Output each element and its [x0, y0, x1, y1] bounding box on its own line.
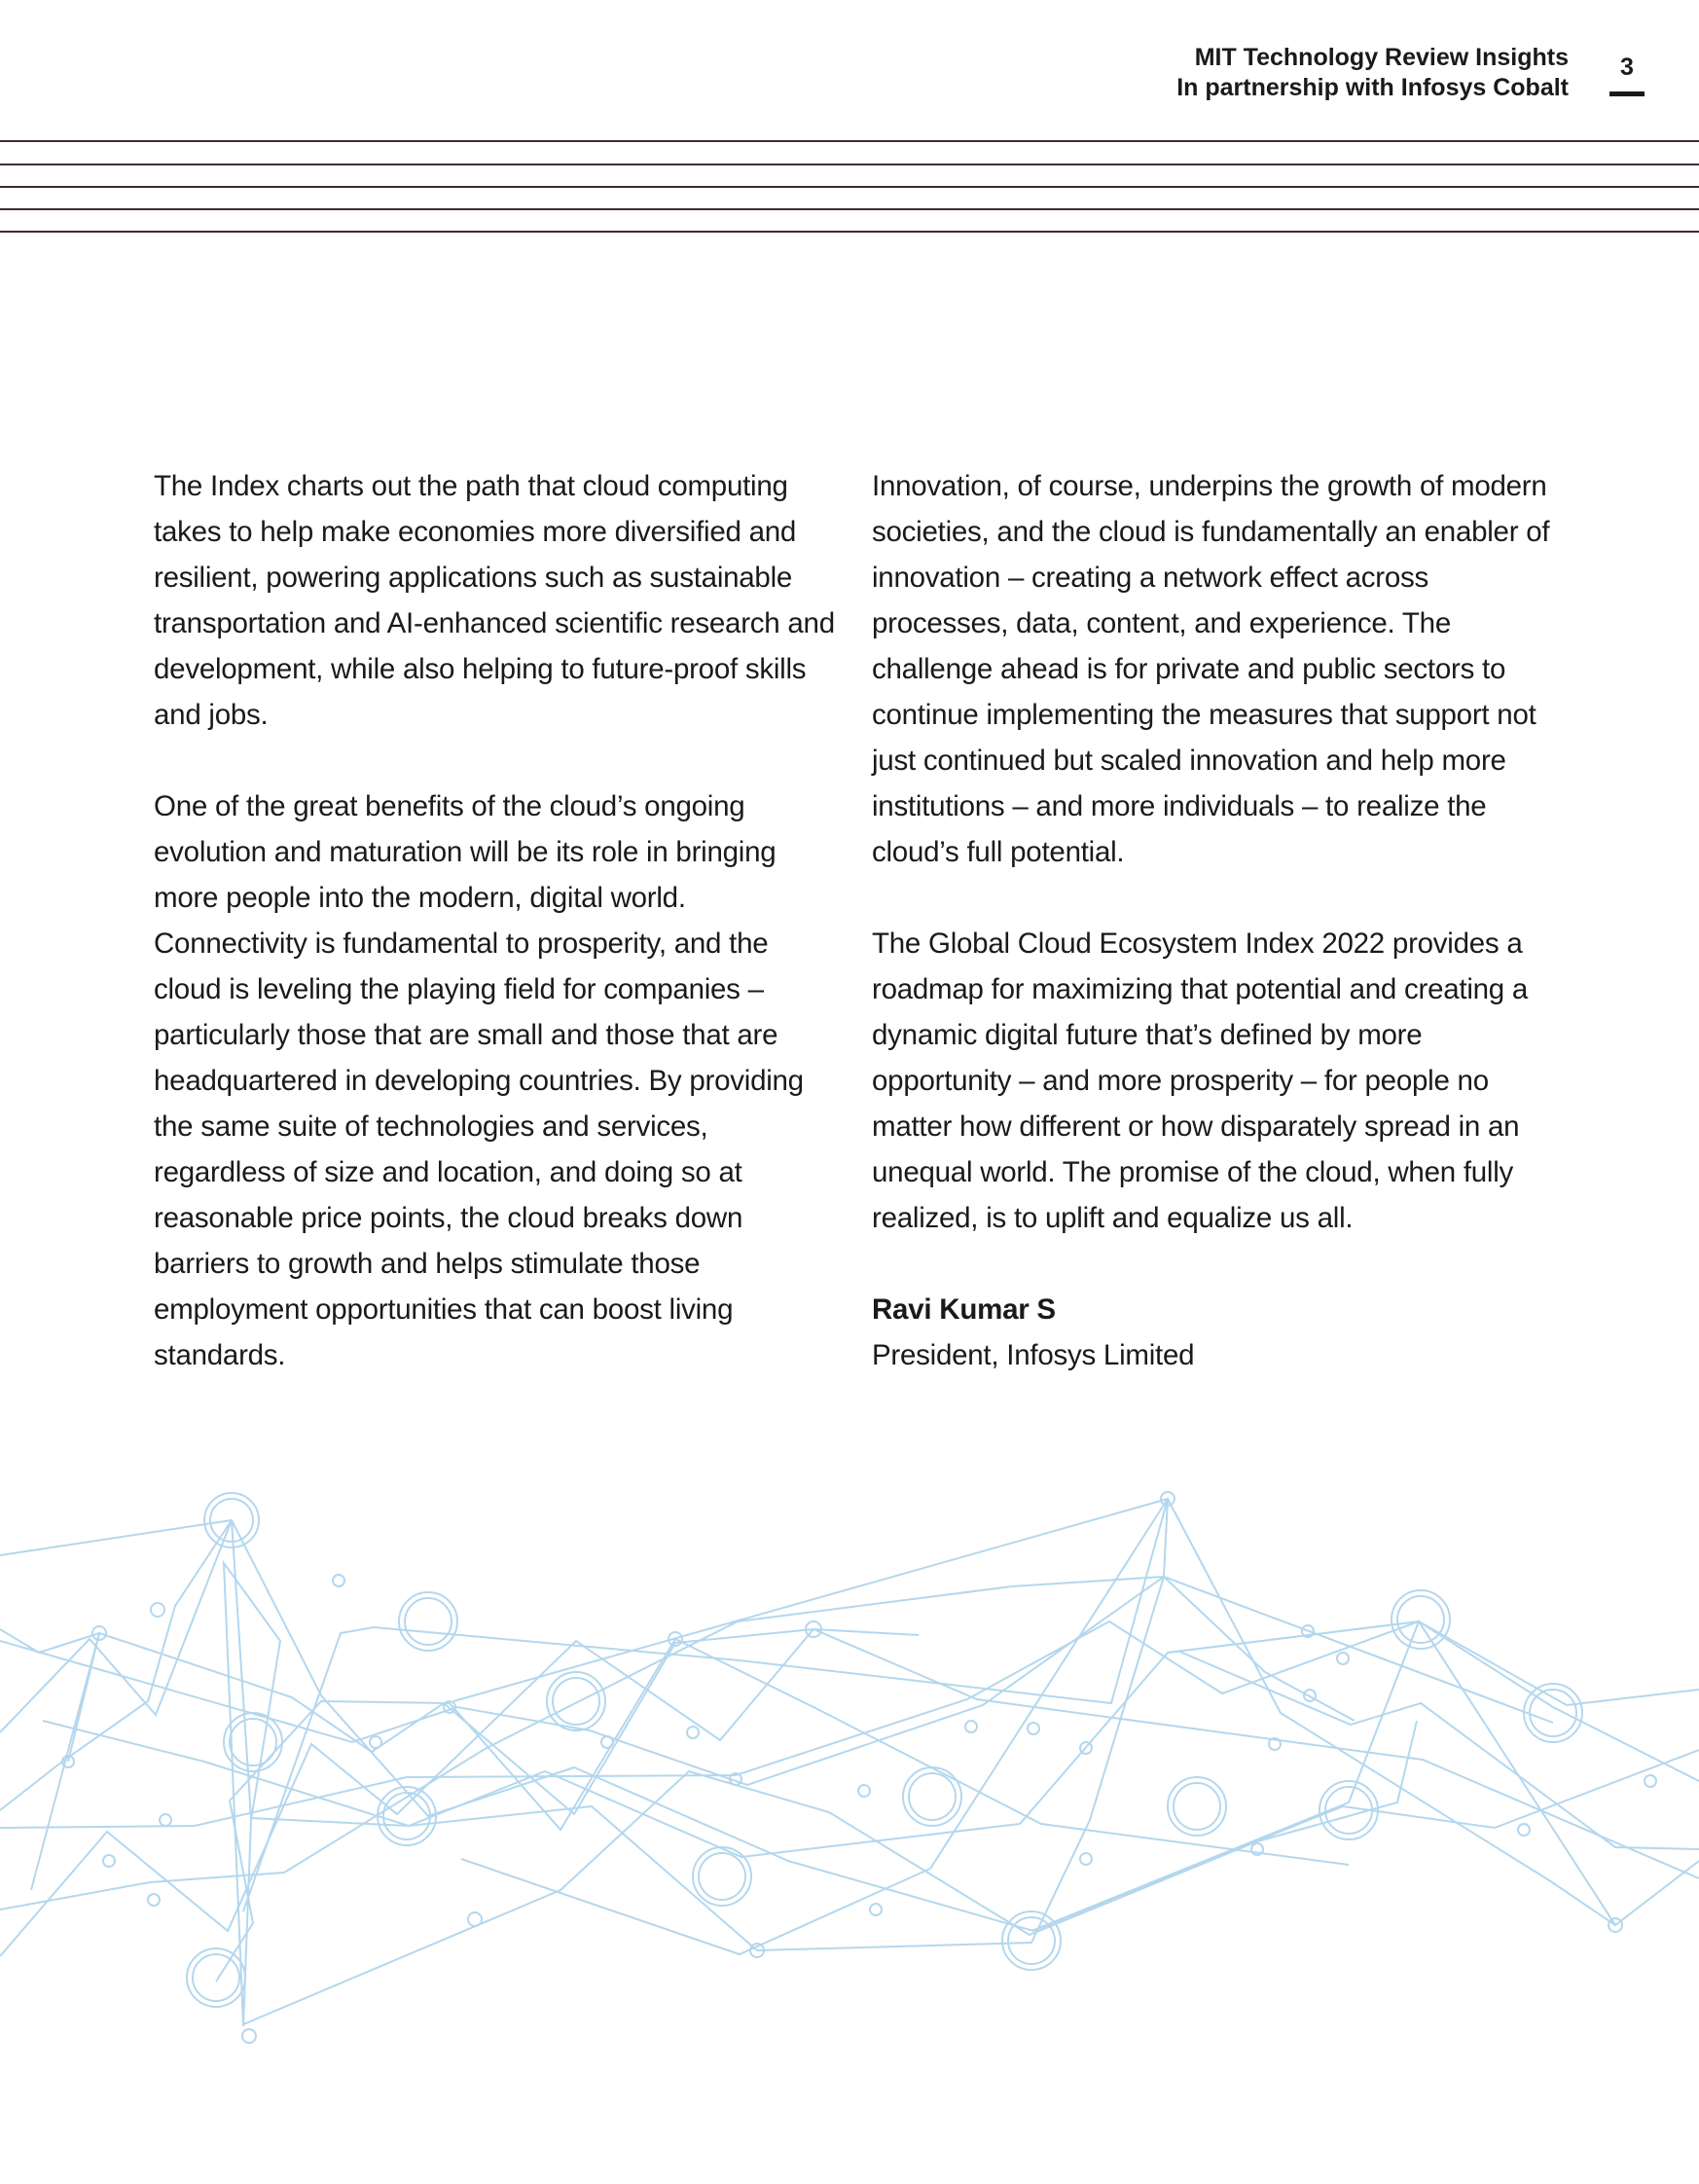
running-header — [1176, 43, 1569, 103]
body-paragraph: The Global Cloud Ecosystem Index 2022 provides a roadmap for maximizing that potential and creating a dynamic digital future that’s defined by more opportunity – and more prosperity – for people no matter how different or how disparately spread in an unequal world. The promise of the cloud, when fully realized, is to uplift and equalize us all. — [872, 928, 1529, 1234]
page-number-underline — [1609, 91, 1645, 96]
network-graph-icon — [0, 1460, 1699, 2083]
header-partner: In partnership with Infosys Cobalt — [1176, 74, 1569, 101]
header-rule — [0, 208, 1699, 210]
signature-title: President, Infosys Limited — [872, 1339, 1195, 1371]
body-paragraph: The Index charts out the path that cloud computing takes to help make economies more diversified and resilient, powering applications such as sustainable transportation and AI-enhanced scientific research and development, while also helping to future-proof skills and jobs. — [154, 470, 835, 731]
header-publication: MIT Technology Review Insights — [1194, 44, 1569, 71]
body-paragraph: Innovation, of course, underpins the growth of modern societies, and the cloud is fundamentally an enabler of innovation – creating a network effect across processes, data, content, and experience. The challenge ahead is for private and public sectors to continue implementing the measures that support not just continued but scaled innovation and help more institutions – and more individuals – to realize the cloud’s full potential. — [872, 470, 1550, 868]
page-number: 3 — [1620, 54, 1634, 81]
left-column — [154, 463, 835, 1424]
network-lines — [0, 1499, 1699, 2026]
right-column — [872, 463, 1553, 1378]
header-rule — [0, 231, 1699, 233]
body-paragraph: One of the great benefits of the cloud’s ongoing evolution and maturation will be its role in bringing more people into the modern, digital world. Connectivity is fundamental to prosperity, and the cloud is leveling the playing field for companies – particularly those that are small and those that are headquartered in developing countries. By providing the same suite of technologies and services, regardless of size and location, and doing so at reasonable price points, the cloud breaks down barriers to growth and helps stimulate those employment opportunities that can boost living standards. — [154, 790, 804, 1371]
header-rule — [0, 164, 1699, 165]
header-rule — [0, 186, 1699, 188]
header-rule — [0, 140, 1699, 142]
signature-name: Ravi Kumar S — [872, 1293, 1056, 1326]
